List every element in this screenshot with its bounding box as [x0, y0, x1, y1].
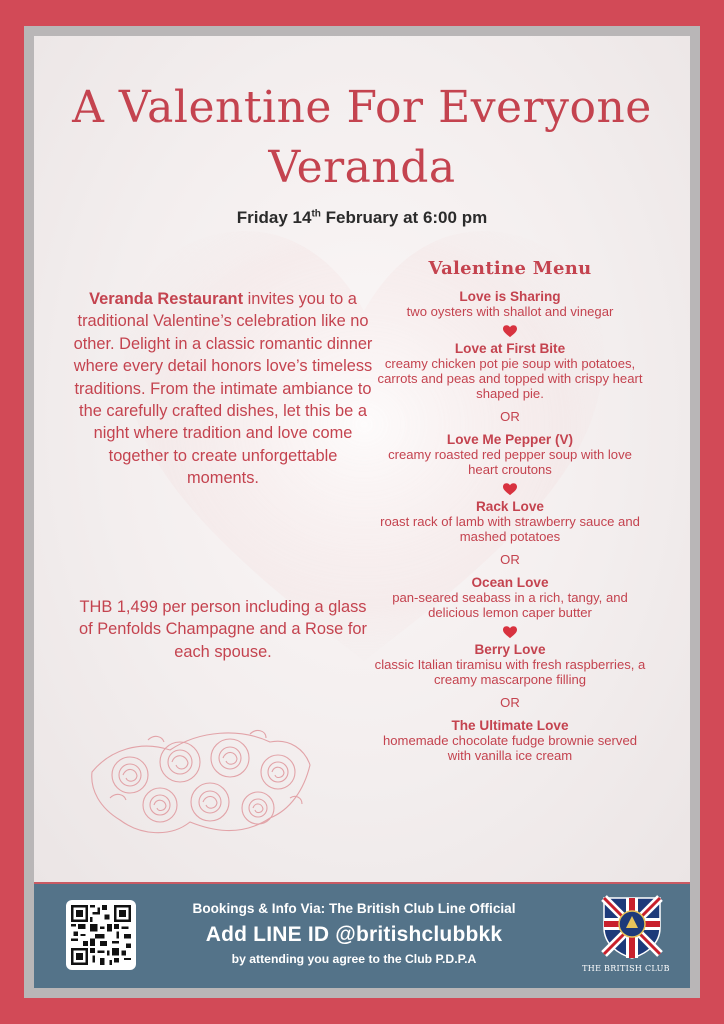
union-jack-crest-icon: [600, 894, 664, 960]
dish-description: pan-seared seabass in a rich, tangy, and delicious lemon caper butter: [392, 590, 628, 620]
dish-description: homemade chocolate fudge brownie served with vanilla ice cream: [382, 733, 638, 763]
valentine-menu: [372, 258, 648, 763]
dish-name: Ocean Love: [471, 575, 549, 590]
booking-footer: [34, 882, 690, 988]
club-name: THE BRITISH CLUB: [582, 964, 670, 973]
dish-description: two oysters with shallot and vinegar: [406, 304, 614, 319]
or-separator: OR: [500, 552, 520, 567]
dish-description: classic Italian tiramisu with fresh raspberries, a creamy mascarpone filling: [374, 657, 646, 687]
poster: [34, 36, 690, 882]
dish-name: Love at First Bite: [454, 341, 566, 356]
venue-title: Veranda: [268, 142, 456, 193]
dish-description: roast rack of lamb with strawberry sauce and mashed potatoes: [380, 514, 640, 544]
pdpa-notice: by attending you agree to the Club P.D.P.A: [231, 952, 477, 966]
heart-icon: [503, 483, 517, 496]
dish-name: Rack Love: [475, 499, 544, 514]
dish-description: creamy roasted red pepper soup with love heart croutons: [388, 447, 632, 477]
club-crest-logo: [582, 894, 670, 982]
dish-name: The Ultimate Love: [451, 718, 569, 733]
qr-code[interactable]: [66, 900, 136, 970]
heart-icon: [503, 325, 517, 338]
qr-code-pattern: [71, 905, 131, 965]
menu-title: Valentine Menu: [428, 258, 592, 279]
intro-paragraph: Veranda Restaurant invites you to a traditional Valentine’s celebration like no other. Delight in a classic romantic dinner where every detail honors love’s timeless traditions. From the intimate ambiance to the carefully crafted dishes, let this be a night where tradition and love come together to create unforgettable moments.: [73, 290, 373, 488]
dish-description: creamy chicken pot pie soup with potatoes, carrots and peas and topped with crispy heart shaped pie.: [377, 356, 643, 401]
booking-channel: Bookings & Info Via: The British Club Line Official: [192, 901, 516, 916]
or-separator: OR: [500, 409, 520, 424]
event-date: Friday 14th February at 6:00 pm: [236, 208, 488, 227]
dish-name: Berry Love: [474, 642, 546, 657]
or-separator: OR: [500, 695, 520, 710]
price-paragraph: THB 1,499 per person including a glass of Penfolds Champagne and a Rose for each spouse.: [79, 598, 367, 661]
dish-name: Love Me Pepper (V): [446, 432, 574, 447]
roses-illustration: [90, 720, 312, 840]
dish-name: Love is Sharing: [459, 289, 561, 304]
poster-title: A Valentine For Everyone: [72, 82, 652, 133]
booking-info: [159, 900, 549, 968]
line-id[interactable]: Add LINE ID @britishclubbkk: [205, 923, 503, 946]
heart-icon: [503, 626, 517, 639]
